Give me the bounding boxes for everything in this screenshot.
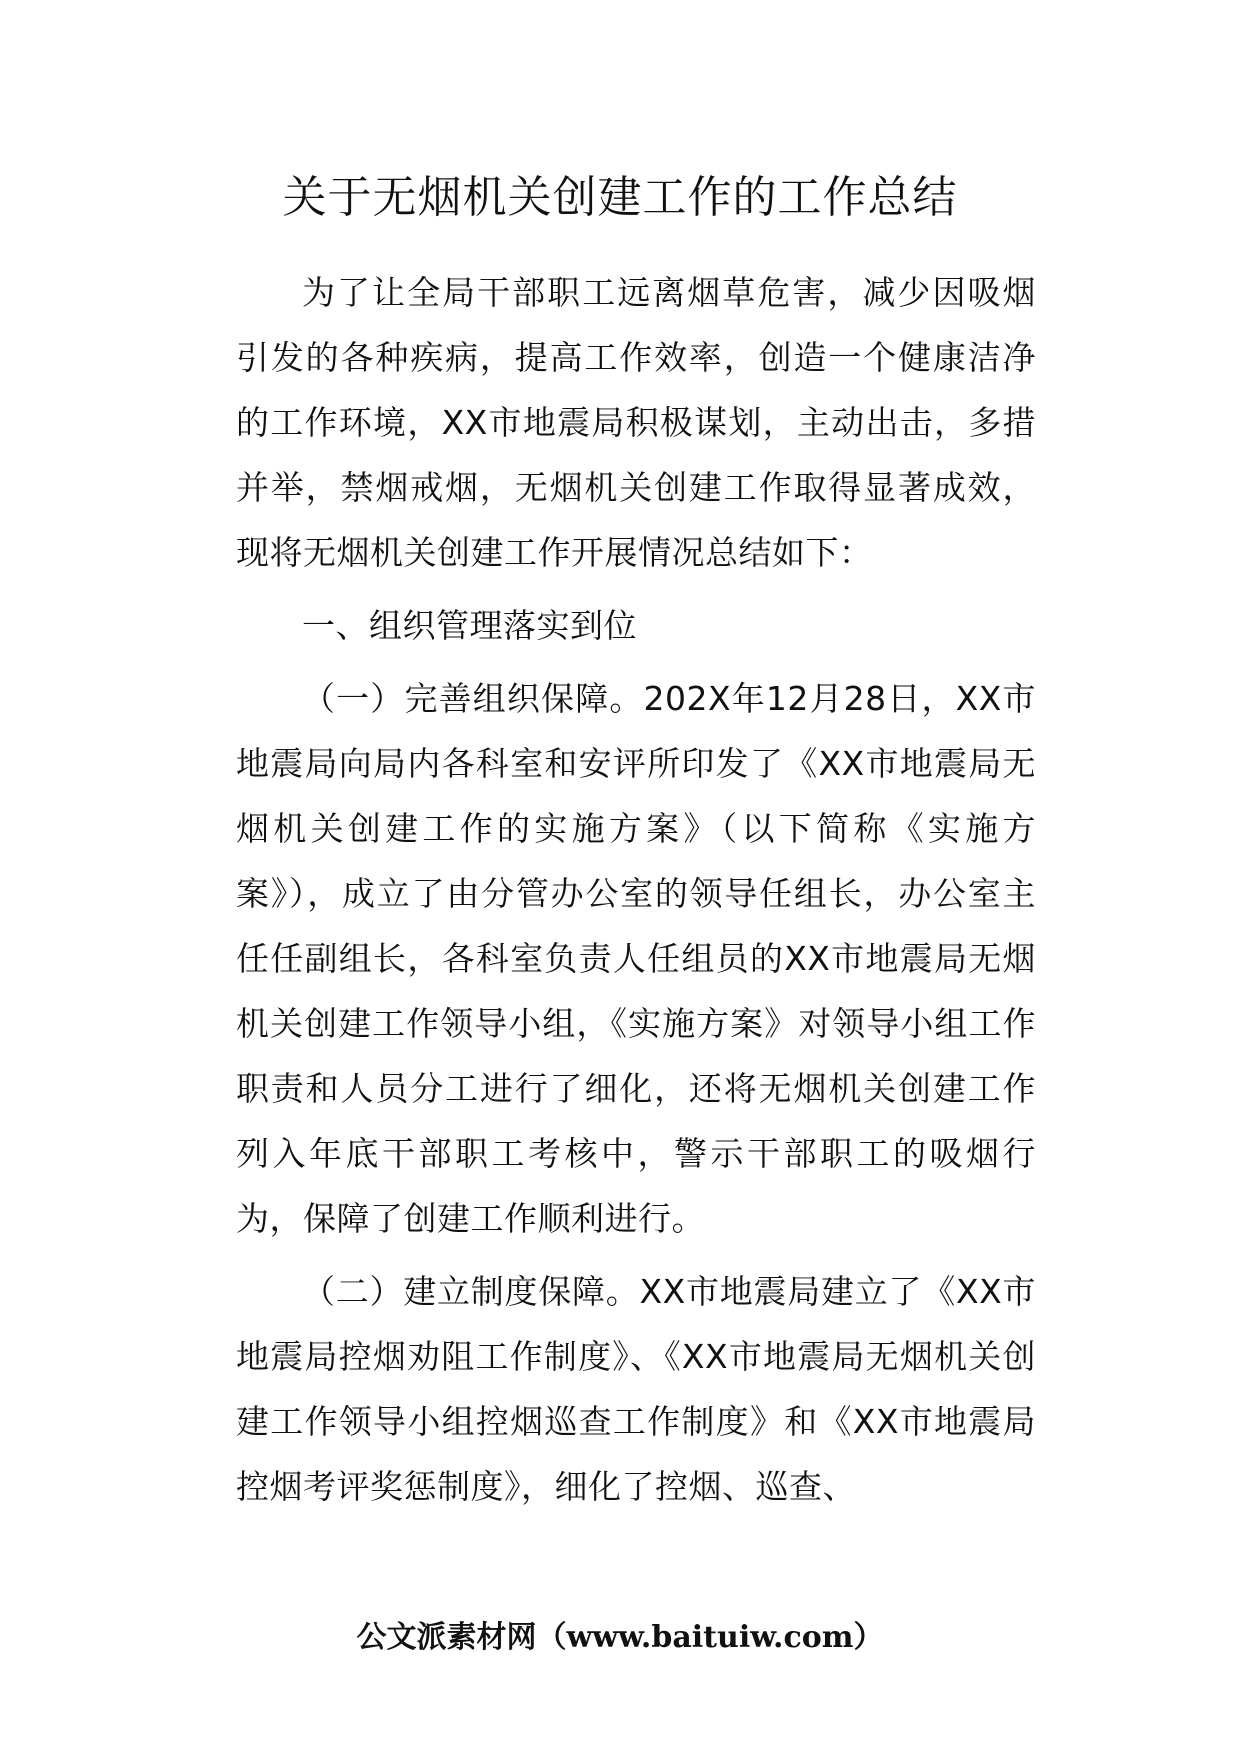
footer-watermark-text: 公文派素材网（www.baituiw.com） (356, 1620, 884, 1655)
paragraph-system-guarantee: （二）建立制度保障。XX市地震局建立了《XX市地震局控烟劝阻工作制度》、《XX市地震局无烟机关创建工作领导小组控烟巡查工作制度》和《XX市地震局控烟考评奖惩制度》，细化了控烟、巡查、 (236, 1272, 1036, 1506)
document-body (236, 260, 1036, 1527)
paragraph-organization-guarantee: （一）完善组织保障。202X年12月28日，XX市地震局向局内各科室和安评所印发了《XX市地震局无烟机关创建工作的实施方案》（以下简称《实施方案》），成立了由分管办公室的领导任组长，办公室主任任副组长，各科室负责人任组员的XX市地震局无烟机关创建工作领导小组，《实施方案》对领导小组工作职责和人员分工进行了细化，还将无烟机关创建工作列入年底干部职工考核中，警示干部职工的吸烟行为，保障了创建工作顺利进行。 (236, 679, 1036, 1238)
intro-paragraph: 为了让全局干部职工远离烟草危害，减少因吸烟引发的各种疾病，提高工作效率，创造一个健康洁净的工作环境，XX市地震局积极谋划，主动出击，多措并举，禁烟戒烟，无烟机关创建工作取得显著成效，现将无烟机关创建工作开展情况总结如下： (236, 273, 1036, 572)
section-heading-1: 一、组织管理落实到位 (302, 606, 637, 645)
document-title: 关于无烟机关创建工作的工作总结 (282, 172, 958, 223)
